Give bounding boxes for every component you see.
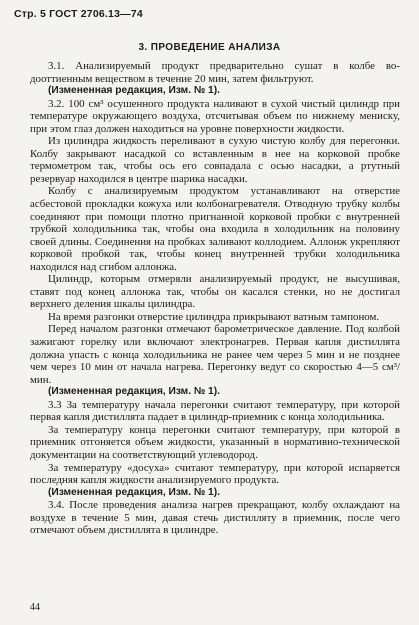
- amendment-note: (Измененная редакция, Изм. № 1).: [48, 85, 220, 97]
- paragraph: Из цилиндра жидкость переливают в сухую чистую колбу для перегонки. Колбу закрывают насадкой со вставленным в нее на корковой пробке термометром так, чтобы ось его совпадала с осью насадки, а ртутный резервуар находился в центре шарика насадки.: [30, 135, 400, 185]
- body-text: [30, 60, 400, 537]
- paragraph: За температуру конца перегонки считают температуру, при которой в приемник отгоняется объем жидкости, указанный в нормативно-технической документации на соответствующий углеводород.: [30, 423, 400, 461]
- paragraph-3-2: 3.2. 100 см³ осушенного продукта наливают в сухой чистый цилиндр при температуре окружающего воздуха, отсчитывая объем по нижнему мениску, при этом глаз должен находиться на уровне поверхности жидкости.: [30, 97, 400, 135]
- amendment-note: (Измененная редакция, Изм. № 1).: [48, 386, 220, 398]
- paragraph: На время разгонки отверстие цилиндра прикрывают ватным тампоном.: [48, 310, 380, 323]
- amendment-note: (Измененная редакция, Изм. № 1).: [48, 486, 220, 498]
- paragraph: За температуру «досуха» считают температуру, при которой испаряется последняя капля жидкости анализируемого продукта.: [30, 461, 400, 487]
- page-header: Стр. 5 ГОСТ 2706.13—74: [14, 8, 143, 20]
- paragraph: Колбу с анализируемым продуктом устанавливают на отверстие асбестовой прокладки кожуха или колбонагревателя. Отводную трубку колбы соединяют при помощи плотно пригнанной корковой пробки с внутренней трубкой холодильника так, чтобы она входила в холодильник на половину своей длины. Соединения на пробках заливают коллодием. Аллонж укрепляют корковой пробкой так, чтобы конец внутренней трубки холодильника находился над сгибом аллонжа.: [30, 185, 400, 273]
- section-title: 3. ПРОВЕДЕНИЕ АНАЛИЗА: [138, 42, 281, 53]
- page-number: 44: [30, 602, 40, 613]
- paragraph-3-1: 3.1. Анализируемый продукт предварительно сушат в колбе водооттиенным веществом в течение 20 мин, затем фильтруют.: [30, 60, 400, 85]
- paragraph-3-3: 3.3 За температуру начала перегонки считают температуру, при которой первая капля дистиллята падает в цилиндр-приемник с конца холодильника.: [30, 398, 400, 424]
- paragraph: Перед началом разгонки отмечают барометрическое давление. Под колбой зажигают горелку или включают электронагрев. Первая капля дистиллята должна упасть с конца холодильника не ранее чем через 5 мин и не позднее чем через 10 мин от начала нагрева. Перегонку ведут со скоростью 4—5 см³/мин.: [30, 323, 400, 386]
- paragraph: Цилиндр, которым отмеряли анализируемый продукт, не высушивая, ставят под конец аллонжа так, чтобы он касался стенки, но не достигал верхнего деления шкалы цилиндра.: [30, 273, 400, 311]
- paragraph-3-4: 3.4. После проведения анализа нагрев прекращают, колбу охлаждают на воздухе в течение 5 мин, давая стечь дистилляту в приемник, после чего отмечают объем дистиллята в цилиндре.: [30, 499, 400, 537]
